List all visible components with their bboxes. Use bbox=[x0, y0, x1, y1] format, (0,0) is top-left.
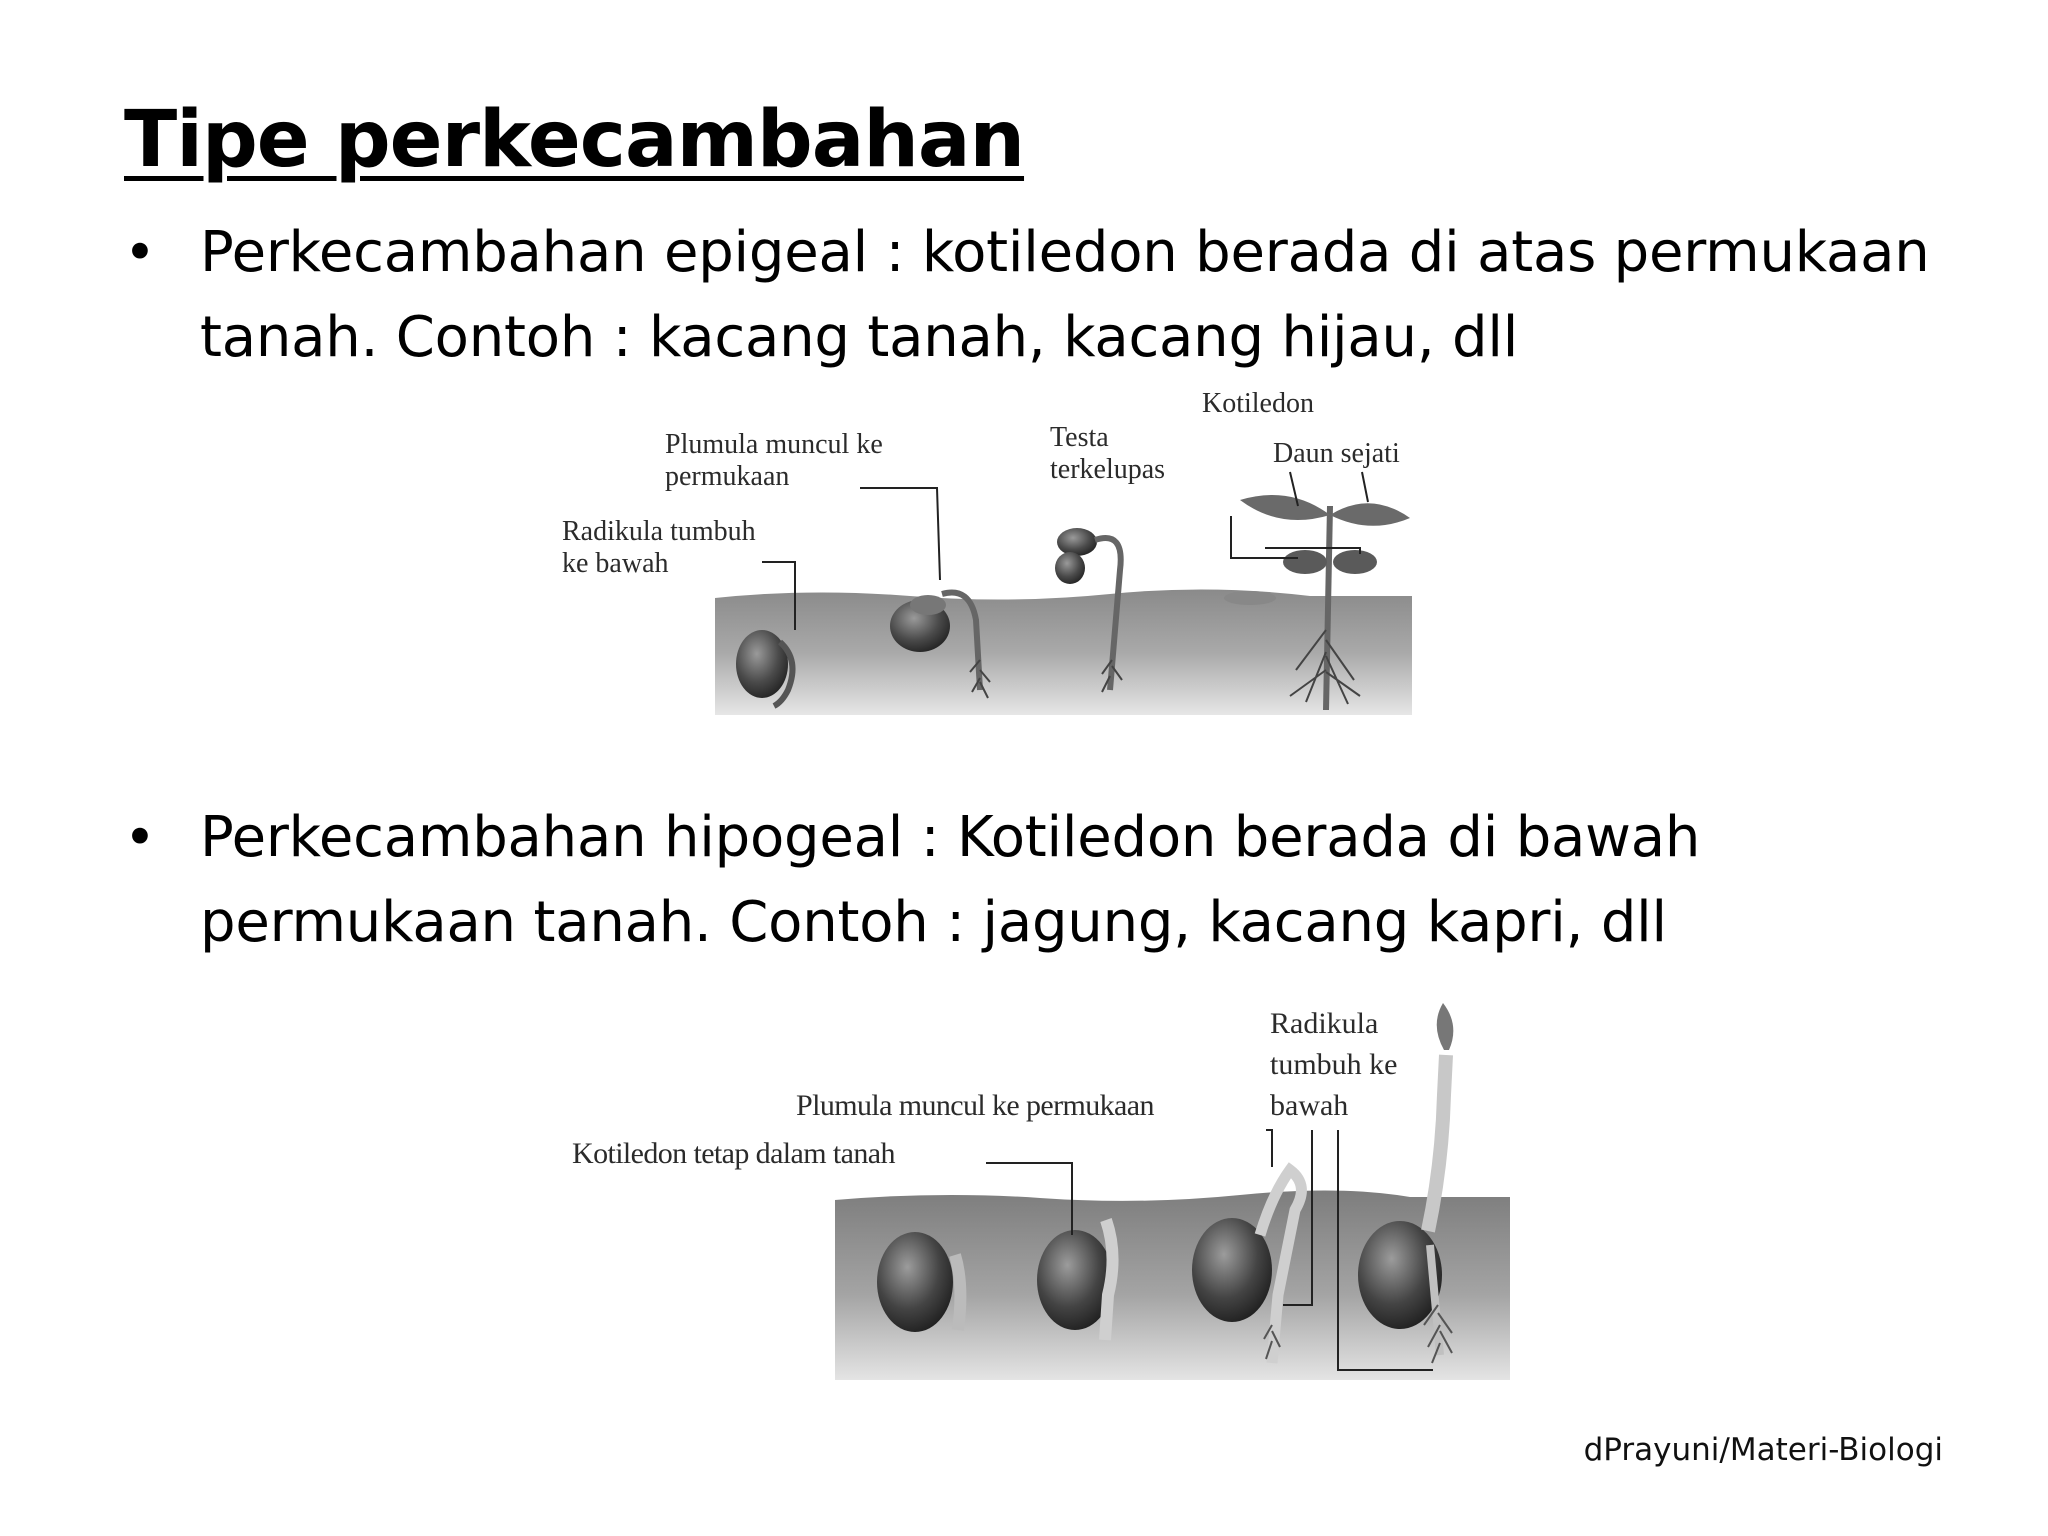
label-testa-line1: Testa bbox=[1050, 422, 1109, 453]
label-radikula-line1: Radikula bbox=[1270, 1007, 1379, 1040]
bullet-dot: • bbox=[124, 221, 156, 284]
label-daun-sejati: Daun sejati bbox=[1273, 438, 1400, 469]
label-radikula-line2: ke bawah bbox=[562, 548, 669, 579]
label-radikula-line2: tumbuh ke bbox=[1270, 1048, 1398, 1081]
slide-title: Tipe perkecambahan bbox=[124, 95, 1025, 185]
label-plumula-line2: permukaan bbox=[665, 461, 790, 492]
label-kotiledon: Kotiledon tetap dalam tanah bbox=[572, 1137, 895, 1170]
seed-stage-1 bbox=[736, 630, 788, 698]
bullet-text-epigeal: Perkecambahan epigeal : kotiledon berada di atas permukaan tanah. Contoh : kacang tanah, kacang hijau, dll bbox=[200, 220, 1930, 370]
bullet-epigeal bbox=[124, 210, 1984, 380]
bullet-text-hipogeal: Perkecambahan hipogeal : Kotiledon berada di bawah permukaan tanah. Contoh : jagung, kacang kapri, dll bbox=[200, 805, 1701, 955]
epigeal-germination-figure bbox=[550, 390, 1470, 730]
plant-stage-4 bbox=[1326, 506, 1330, 710]
seed-stage-3 bbox=[1057, 528, 1097, 556]
label-plumula: Plumula muncul ke permukaan bbox=[796, 1089, 1154, 1122]
epigeal-diagram bbox=[550, 390, 1470, 730]
label-testa-line2: terkelupas bbox=[1050, 454, 1166, 485]
label-plumula-line1: Plumula muncul ke bbox=[665, 429, 883, 460]
bullet-hipogeal bbox=[124, 795, 1984, 965]
bullet-dot: • bbox=[124, 806, 156, 869]
label-radikula-line1: Radikula tumbuh bbox=[562, 516, 756, 547]
label-kotiledon: Kotiledon bbox=[1202, 390, 1314, 419]
label-radikula-line3: bawah bbox=[1270, 1089, 1349, 1122]
hipogeal-germination-figure bbox=[560, 995, 1530, 1415]
hipogeal-diagram bbox=[560, 995, 1530, 1415]
seed-stage-1 bbox=[877, 1232, 953, 1332]
footer-credit: dPrayuni/Materi-Biologi bbox=[1583, 1432, 1943, 1468]
